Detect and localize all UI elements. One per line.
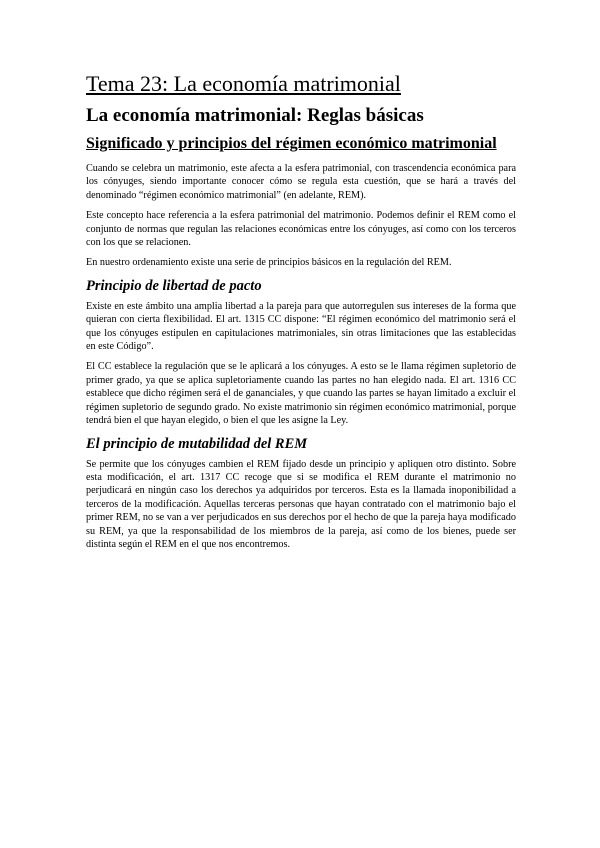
- principle-paragraph: Se permite que los cónyuges cambien el REM fijado desde un principio y apliquen otro distinto. Sobre esta modificación, el art. 1317 CC recoge que si se modifica el REM durante el matrimonio no perjudicará en ningún caso los derechos ya adquiridos por terceros. Esta es la llamada inoponibilidad a terceros de la modificación. Aquellas terceras personas que hayan contratado con el matrimonio bajo el primer REM, no se van a ver perjudicados en sus derechos por el hecho de que la pareja haya modificado su REM, ya que la responsabilidad de los miembros de la pareja, así como de los bienes, puede ser distinta según el REM en el que nos encontremos.: [86, 458, 516, 550]
- principle-heading: El principio de mutabilidad del REM: [86, 435, 308, 452]
- document-subtitle: La economía matrimonial: Reglas básicas: [86, 105, 424, 126]
- principle-paragraph: Existe en este ámbito una amplia libertad a la pareja para que autorregulen sus intereses de la forma que quieran con cierta flexibilidad. El art. 1315 CC dispone: “El régimen económico del matrimonio será el que los cónyuges estipulen en capitulaciones matrimoniales, sin otras limitaciones que las establecidas en este Código”.: [86, 300, 516, 353]
- section-heading: Significado y principios del régimen económico matrimonial: [86, 135, 497, 152]
- intro-paragraph: Este concepto hace referencia a la esfera patrimonial del matrimonio. Podemos definir el REM como el conjunto de normas que regulan las relaciones económicas entre los cónyuges, así como con los terceros con los que se relacionen.: [86, 210, 516, 249]
- principle-paragraph: El CC establece la regulación que se le aplicará a los cónyuges. A esto se le llama régimen supletorio de primer grado, ya que se aplica supletoriamente cuando las partes no han elegido nada. El art. 1316 CC establece que dicho régimen será el de gananciales, y que cuando las partes se hayan limitado a excluir el régimen supletorio de segundo grado. No existe matrimonio sin régimen económico matrimonial, porque tendrá bien el que hayan elegido, o bien el que les asigne la Ley.: [86, 361, 516, 427]
- intro-paragraph: Cuando se celebra un matrimonio, este afecta a la esfera patrimonial, con trascendencia económica para los cónyuges, siendo importante conocer cómo se regula esta cuestión, que se hará a través del denominado “régimen económico matrimonial” (en adelante, REM).: [86, 163, 516, 201]
- document-page: [86, 70, 516, 558]
- document-title: Tema 23: La economía matrimonial: [86, 71, 401, 96]
- intro-paragraph: En nuestro ordenamiento existe una serie de principios básicos en la regulación del REM.: [86, 257, 452, 269]
- principle-heading: Principio de libertad de pacto: [86, 277, 262, 294]
